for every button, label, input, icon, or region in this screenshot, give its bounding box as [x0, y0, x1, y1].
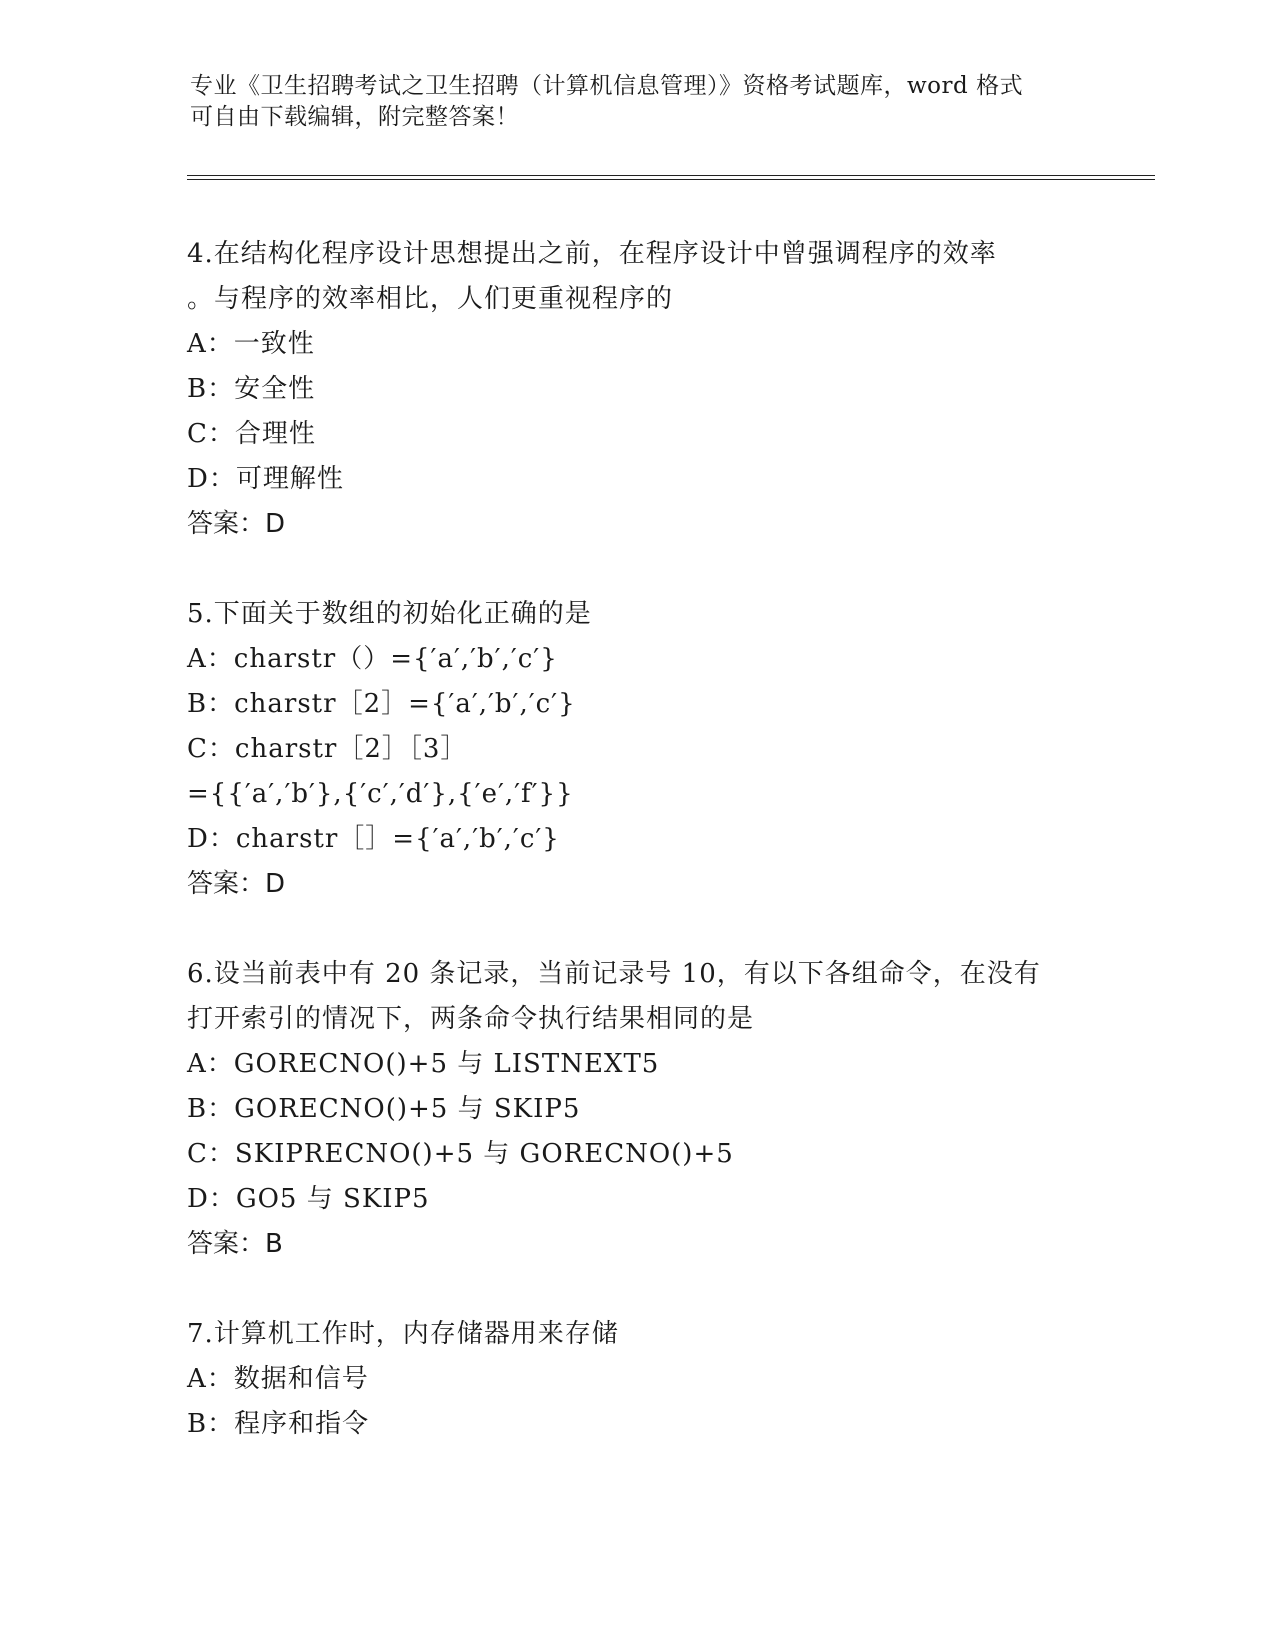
- question-4-option-d: D：可理解性: [187, 464, 344, 494]
- question-7-option-b: B：程序和指令: [187, 1409, 370, 1439]
- question-5-option-d: D：charstr［］={′a′,′b′,′c′}: [187, 824, 560, 854]
- question-4-option-a: A：一致性: [187, 329, 315, 359]
- question-6-stem-line-1: 6.设当前表中有 20 条记录，当前记录号 10，有以下各组命令，在没有: [187, 959, 1041, 989]
- question-4-answer: 答案：D: [187, 509, 286, 539]
- question-4-option-c: C：合理性: [187, 419, 316, 449]
- question-6-answer: 答案：B: [187, 1229, 283, 1259]
- question-5-option-c: C：charstr［2］［3］: [187, 734, 468, 764]
- question-4-stem-line-2: 。与程序的效率相比，人们更重视程序的: [187, 284, 674, 314]
- question-5-answer: 答案：D: [187, 869, 286, 899]
- document-header-line-2: 可自由下载编辑，附完整答案！: [190, 104, 519, 130]
- question-6-option-b: B：GORECNO()+5 与 SKIP5: [187, 1094, 581, 1124]
- header-divider-top: [187, 175, 1155, 176]
- question-7-option-a: A：数据和信号: [187, 1364, 369, 1394]
- question-5-option-b: B：charstr［2］={′a′,′b′,′c′}: [187, 689, 576, 719]
- question-6-option-c: C：SKIPRECNO()+5 与 GORECNO()+5: [187, 1139, 734, 1169]
- question-6-stem-line-2: 打开索引的情况下，两条命令执行结果相同的是: [187, 1004, 755, 1034]
- question-7-stem-line-1: 7.计算机工作时，内存储器用来存储: [187, 1319, 619, 1349]
- question-4-option-b: B：安全性: [187, 374, 316, 404]
- question-4-stem-line-1: 4.在结构化程序设计思想提出之前，在程序设计中曾强调程序的效率: [187, 239, 997, 269]
- question-5-option-c-continued: ={{′a′,′b′},{′c′,′d′},{′e′,′f′}}: [187, 779, 574, 809]
- question-5-stem-line-1: 5.下面关于数组的初始化正确的是: [187, 599, 592, 629]
- question-5-option-a: A：charstr（）={′a′,′b′,′c′}: [187, 644, 558, 674]
- header-divider-bottom: [187, 179, 1155, 180]
- question-6-option-a: A：GORECNO()+5 与 LISTNEXT5: [187, 1049, 660, 1079]
- question-6-option-d: D：GO5 与 SKIP5: [187, 1184, 430, 1214]
- document-header-line-1: 专业《卫生招聘考试之卫生招聘（计算机信息管理）》资格考试题库，word 格式: [190, 73, 1024, 99]
